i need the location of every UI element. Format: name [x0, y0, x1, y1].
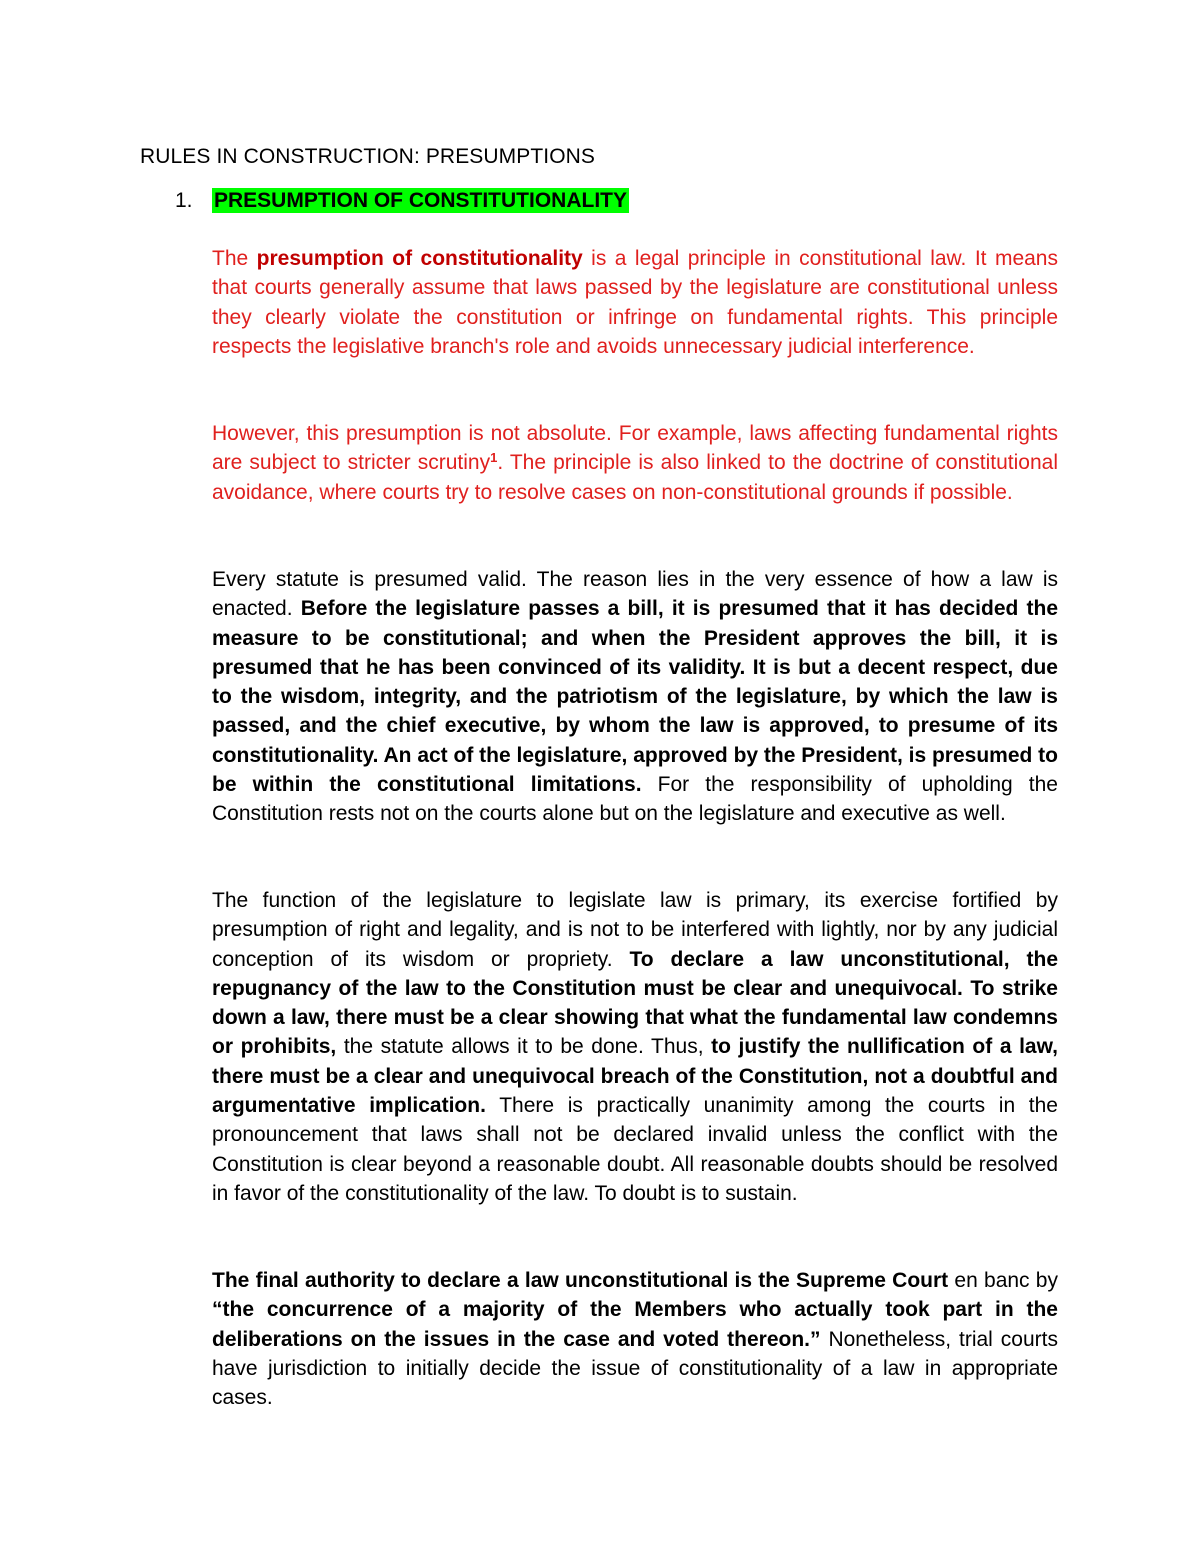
footnote-marker[interactable]: 1	[490, 450, 498, 466]
bold-run: Before the legislature passes a bill, it is presumed that it has decided the measure to be constitutional; and when the President approves the bill, it is presumed that he has been convinced of its validity. It is but a decent respect, due to the wisdom, integrity, and the patriotism of the legislature, by which the law is passed, and the chief executive, by whom the law is approved, to presume of its constitutionality. An act of the legislature, approved by the President, is presumed to be within the constitutional limitations.	[212, 597, 1058, 797]
bold-run: “the concurrence of a majority of the Members who actually took part in the deliberations on the issues in the case and voted thereon.”	[212, 1298, 1058, 1351]
paragraph-final-authority	[212, 1266, 1058, 1412]
text-run: The	[212, 247, 257, 270]
paragraph-legislative-function	[212, 886, 1058, 1208]
text-run: However, this presumption is not absolute. For example, laws affecting fundamental rights are subject to stricter scrutiny	[212, 422, 1058, 475]
paragraph-not-absolute	[212, 419, 1058, 507]
section-number: 1.	[175, 189, 193, 212]
text-run: . The principle is also linked to the doctrine of constitutional avoidance, where courts try to resolve cases on non-constitutional grounds if possible.	[212, 451, 1059, 504]
text-run: For the responsibility of upholding the Constitution rests not on the courts alone but on the legislature and executive as well.	[212, 773, 1058, 826]
bold-run: to justify the nullification of a law, there must be a clear and unequivocal breach of the Constitution, not a doubtful and argumentative implication.	[212, 1035, 1058, 1118]
text-run: The function of the legislature to legislate law is primary, its exercise fortified by presumption of right and legality, and is not to be interfered with lightly, nor by any judicial conception of its wisdom or propriety.	[212, 889, 1058, 971]
text-run: Nonetheless, trial courts have jurisdiction to initially decide the issue of constitutionality of a law in appropriate cases.	[212, 1327, 1058, 1410]
text-run: en banc by	[948, 1269, 1058, 1292]
text-run: There is practically unanimity among the courts in the pronouncement that laws shall not be declared invalid unless the conflict with the Constitution is clear beyond a reasonable doubt. All reasonable doubts should be resolved in favor of the constitutionality of the law. To doubt is to sustain.	[212, 1094, 1058, 1205]
paragraph-statute-valid	[212, 565, 1058, 829]
text-run: is a legal principle in constitutional law. It means that courts generally assume that laws passed by the legislature are constitutional unless they clearly violate the constitution or infringe on fundamental rights. This principle respects the legislative branch's role and avoids unnecessary judicial interference.	[212, 247, 1058, 358]
section-heading	[175, 187, 629, 215]
text-run: Every statute is presumed valid. The reason lies in the very essence of how a law is enacted.	[212, 568, 1058, 621]
bold-run: The final authority to declare a law unconstitutional is the Supreme Court	[212, 1269, 949, 1292]
bold-run: To declare a law unconstitutional, the repugnancy of the law to the Constitution must be clear and unequivocal. To strike down a law, there must be a clear showing that what the fundamental law condemns or prohibits,	[212, 947, 1058, 1059]
section-heading-text: PRESUMPTION OF CONSTITUTIONALITY	[214, 189, 627, 212]
paragraph-definition	[212, 244, 1058, 361]
bold-run: presumption of constitutionality	[256, 247, 583, 270]
text-run: the statute allows it to be done. Thus,	[336, 1035, 712, 1059]
page-title: RULES IN CONSTRUCTION: PRESUMPTIONS	[140, 145, 596, 168]
